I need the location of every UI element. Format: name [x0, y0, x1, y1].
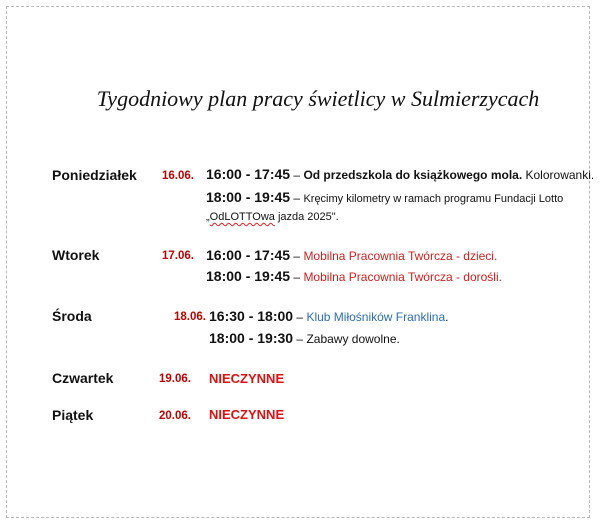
day-wednesday: Środa: [52, 308, 92, 324]
monday-entry-1-time: 16:00 - 17:45: [206, 166, 291, 182]
monday-entry-2-separator: –: [293, 191, 301, 205]
monday-entry-2: [206, 189, 563, 205]
monday-odlottowa-word: OdLOTTOwa: [209, 211, 275, 223]
friday-status: NIECZYNNE: [209, 407, 285, 422]
day-thursday: Czwartek: [52, 370, 114, 386]
tuesday-entry-1-separator: –: [293, 249, 301, 263]
day-friday: Piątek: [52, 407, 94, 423]
tuesday-entry-2: [206, 268, 502, 284]
tuesday-entry-2-time: 18:00 - 19:45: [206, 268, 291, 284]
date-friday: 20.06.: [159, 410, 191, 422]
date-tuesday: 17.06.: [162, 250, 194, 262]
monday-entry-1-title: Od przedszkola do książkowego mola.: [303, 168, 523, 182]
wednesday-entry-2-time: 18:00 - 19:30: [209, 330, 294, 346]
date-monday: 16.06.: [162, 170, 194, 182]
day-monday: Poniedziałek: [52, 167, 137, 183]
wednesday-entry-2-text: Zabawy dowolne.: [306, 332, 400, 346]
wednesday-entry-2: [209, 330, 400, 346]
monday-entry-1: [206, 166, 594, 182]
wednesday-entry-1-separator: –: [296, 310, 304, 324]
tuesday-entry-1-time: 16:00 - 17:45: [206, 247, 291, 263]
tuesday-entry-2-separator: –: [293, 270, 301, 284]
date-wednesday: 18.06.: [174, 311, 206, 323]
monday-entry-2-continuation: [206, 211, 339, 223]
monday-entry-1-separator: –: [293, 168, 301, 182]
day-tuesday: Wtorek: [52, 247, 100, 263]
wednesday-entry-1-text: Klub Miłośników Franklina: [306, 310, 446, 324]
page-title: Tygodniowy plan pracy świetlicy w Sulmierzycach: [96, 86, 540, 111]
tuesday-entry-1: [206, 247, 497, 263]
monday-entry-1-text: Kolorowanki.: [525, 168, 595, 182]
monday-open-quote: „: [206, 211, 210, 223]
thursday-status: NIECZYNNE: [209, 371, 285, 386]
monday-continuation-rest: jazda 2025".: [274, 211, 339, 223]
tuesday-entry-1-text: Mobilna Pracownia Twórcza - dzieci.: [303, 249, 498, 263]
monday-entry-2-text: Kręcimy kilometry w ramach programu Fundacji Lotto: [303, 193, 564, 205]
wednesday-entry-2-separator: –: [296, 332, 304, 346]
wednesday-entry-1-time: 16:30 - 18:00: [209, 308, 294, 324]
wednesday-entry-1-after: .: [445, 310, 449, 324]
wednesday-entry-1: [209, 308, 449, 324]
monday-entry-2-time: 18:00 - 19:45: [206, 189, 291, 205]
date-thursday: 19.06.: [159, 373, 191, 385]
tuesday-entry-2-text: Mobilna Pracownia Twórcza - dorośli.: [303, 270, 502, 284]
